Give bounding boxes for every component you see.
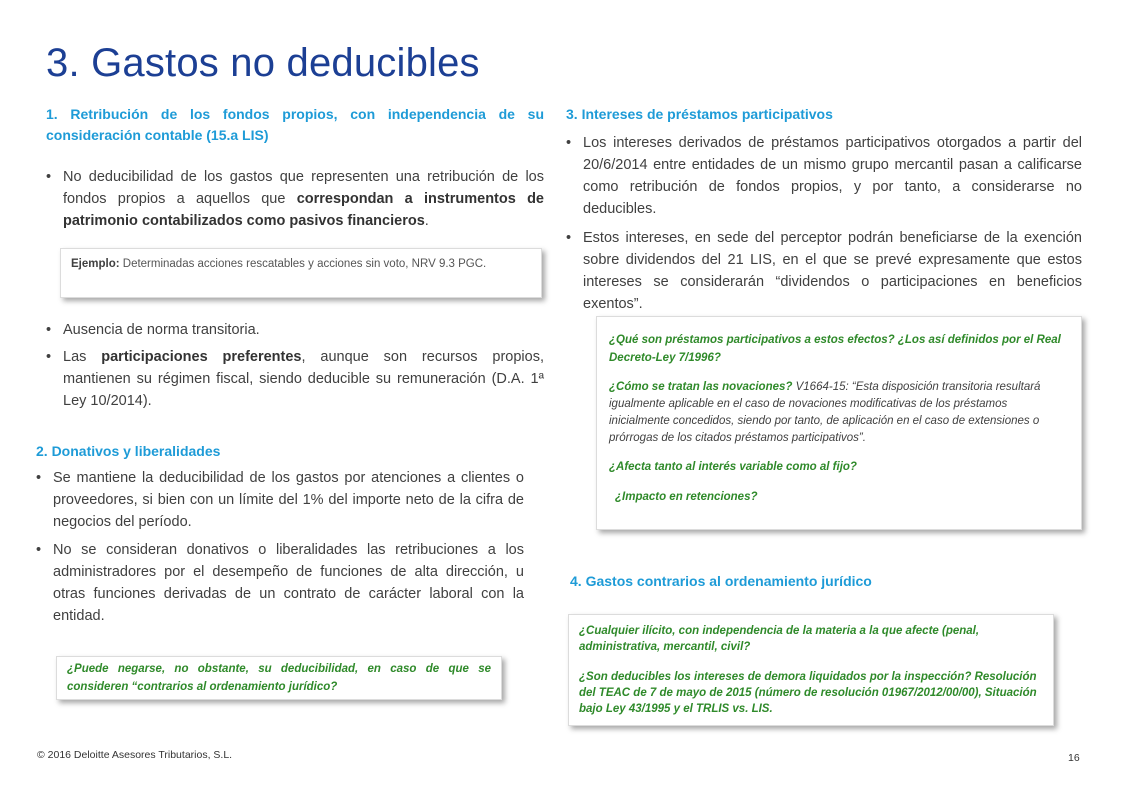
section-1-heading: 1. Retribución de los fondos propios, con independencia de su consideración contable (15.a LIS) [46,106,544,143]
section-2-heading: 2. Donativos y liberalidades [36,443,221,459]
box-question-2: ¿Cómo se tratan las novaciones? V1664-15: “Esta disposición transitoria resultará igualmente aplicable en el caso de novaciones modificativas de los préstamos inicialmente concedidos, siendo por tanto, de aplicación en el caso de extensiones o prórrogas de los citados préstamos participativos”. [609,381,1041,444]
section-2-bullet-1: • Se mantiene la deducibilidad de los gastos por atenciones a clientes o proveedores, si bien con un límite del 1% del importe neto de la cifra de negocios del período. [36,467,524,533]
section-3-bullet-2: • Estos intereses, en sede del perceptor podrán beneficiarse de la exención sobre dividendos del 21 LIS, en el que se prevé expresamente que estos intereses se considerarán “dividendos o participaciones en beneficios exentos”. [566,227,1082,315]
section-3 [566,104,1082,322]
section-1-more [46,319,544,419]
section-1-bullets [46,166,544,232]
section-3-question-box [596,316,1082,530]
section-1-bullet-1: • No deducibilidad de los gastos que representen una retribución de los fondos propios a aquellos que correspondan a instrumentos de patrimonio contabilizados como pasivos financieros. [46,166,544,232]
example-label: Ejemplo: [71,258,120,270]
section-2-bullet-2: • No se consideran donativos o liberalidades las retribuciones a los administradores por el desempeño de funciones de alta dirección, u otras funciones derivadas de un contrato de carácter laboral con la entidad. [36,539,524,627]
section-4-heading: 4. Gastos contrarios al ordenamiento jurídico [570,573,872,589]
box-question-1: ¿Qué son préstamos participativos a estos efectos? ¿Los así definidos por el Real Decreto-Ley 7/1996? [609,334,1061,364]
section-2-question-box [56,656,502,700]
example-text: Determinadas acciones rescatables y acciones sin voto, NRV 9.3 PGC. [119,258,487,270]
page-title: 3. Gastos no deducibles [46,41,480,85]
footer-copyright: © 2016 Deloitte Asesores Tributarios, S.L. [37,749,233,761]
page-number: 16 [1068,752,1080,764]
section-4-question-box [568,614,1054,726]
section-1 [46,104,544,239]
box-4-question-2: ¿Son deducibles los intereses de demora liquidados por la inspección? Resolución del TEAC de 7 de mayo de 2015 (número de resolución 01967/2012/00/00), Situación bajo Ley 43/1995 y el TRLIS vs. LIS. [579,671,1037,715]
section-2 [36,441,524,634]
box-4-question-1: ¿Cualquier ilícito, con independencia de la materia a la que afecte (penal, administrativa, mercantil, civil? [579,625,980,653]
section-2-question: ¿Puede negarse, no obstante, su deducibilidad, en caso de que se consideren “contrarios al ordenamiento jurídico? [67,663,491,693]
section-1-bullet-3: • Las participaciones preferentes, aunque son recursos propios, mantienen su régimen fiscal, siendo deducible su remuneración (D.A. 1ª Ley 10/2014). [46,346,544,412]
section-1-bullet-2: • Ausencia de norma transitoria. [46,319,544,341]
section-3-heading: 3. Intereses de préstamos participativos [566,106,833,122]
section-3-bullet-1: • Los intereses derivados de préstamos participativos otorgados a partir del 20/6/2014 entre entidades de un mismo grupo mercantil pasan a calificarse como retribución de fondos propios, y por tanto, a considerarse no deducibles. [566,132,1082,220]
box-question-3: ¿Afecta tanto al interés variable como al fijo? [609,461,857,473]
box-question-4: ¿Impacto en retenciones? [615,491,758,503]
example-box [60,248,542,298]
